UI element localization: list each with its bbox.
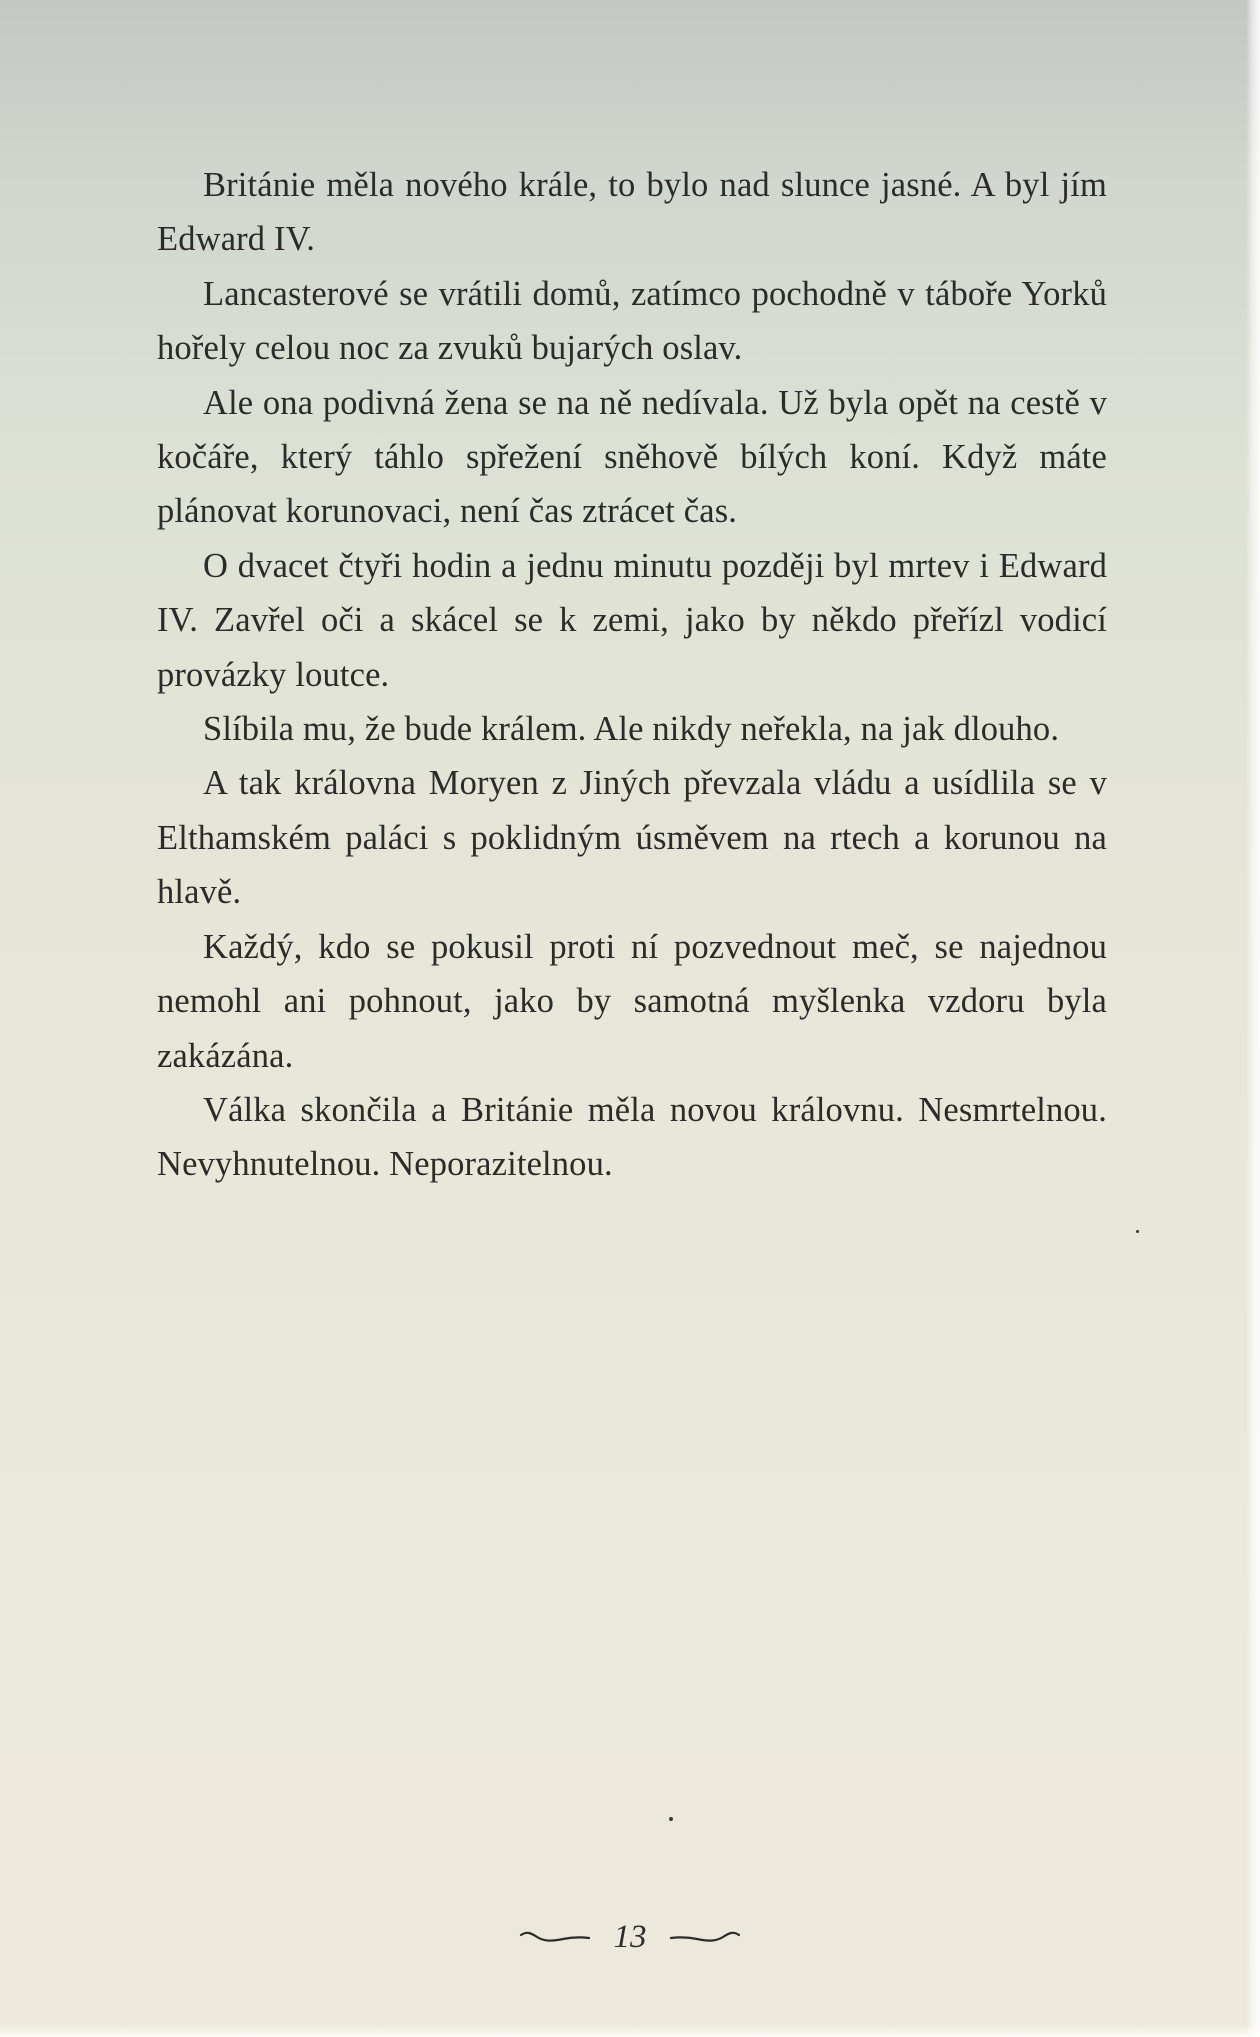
paragraph-1: Británie měla nového krále, to bylo nad slunce jasné. A byl jím Edward IV. (157, 166, 1107, 259)
paragraph-6: A tak královna Moryen z Jiných převzala vládu a usídlila se v Elthamském paláci s poklidným úsměvem na rtech a korunou na hlavě. (157, 764, 1107, 912)
print-speck (669, 1817, 673, 1821)
page-number: 13 (613, 1919, 647, 1956)
paragraph-8: Válka skončila a Británie měla novou královnu. Nesmrtelnou. Nevyhnutelnou. Neporazitelnou. (157, 1090, 1107, 1184)
page-edge-bottom (0, 2025, 1260, 2037)
right-swash-ornament-icon (669, 1929, 741, 1945)
paragraph-7: Každý, kdo se pokusil proti ní pozvednout meč, se najednou nemohl ani pohnout, jako by samotná myšlenka vzdoru byla zakázána. (157, 927, 1107, 1075)
paragraph-5: Slíbila mu, že bude králem. Ale nikdy neřekla, na jak dlouho. (203, 710, 1060, 749)
paragraph-3: Ale ona podivná žena se na ně nedívala. Už byla opět na cestě v kočáře, který táhlo spřežení sněhově bílých koní. Když máte plánovat korunovaci, není čas ztrácet čas. (157, 383, 1107, 531)
body-text (157, 158, 1107, 1192)
paragraph-4: O dvacet čtyři hodin a jednu minutu později byl mrtev i Edward IV. Zavřel oči a skácel se k zemi, jako by někdo přeřízl vodicí provázky loutce. (157, 546, 1107, 694)
page-edge-highlight (1246, 0, 1260, 2037)
page-number-footer (0, 1915, 1260, 1957)
left-swash-ornament-icon (519, 1929, 591, 1945)
print-speck (1136, 1230, 1139, 1233)
paragraph-2: Lancasterové se vrátili domů, zatímco pochodně v táboře Yorků hořely celou noc za zvuků bujarých oslav. (157, 274, 1107, 368)
